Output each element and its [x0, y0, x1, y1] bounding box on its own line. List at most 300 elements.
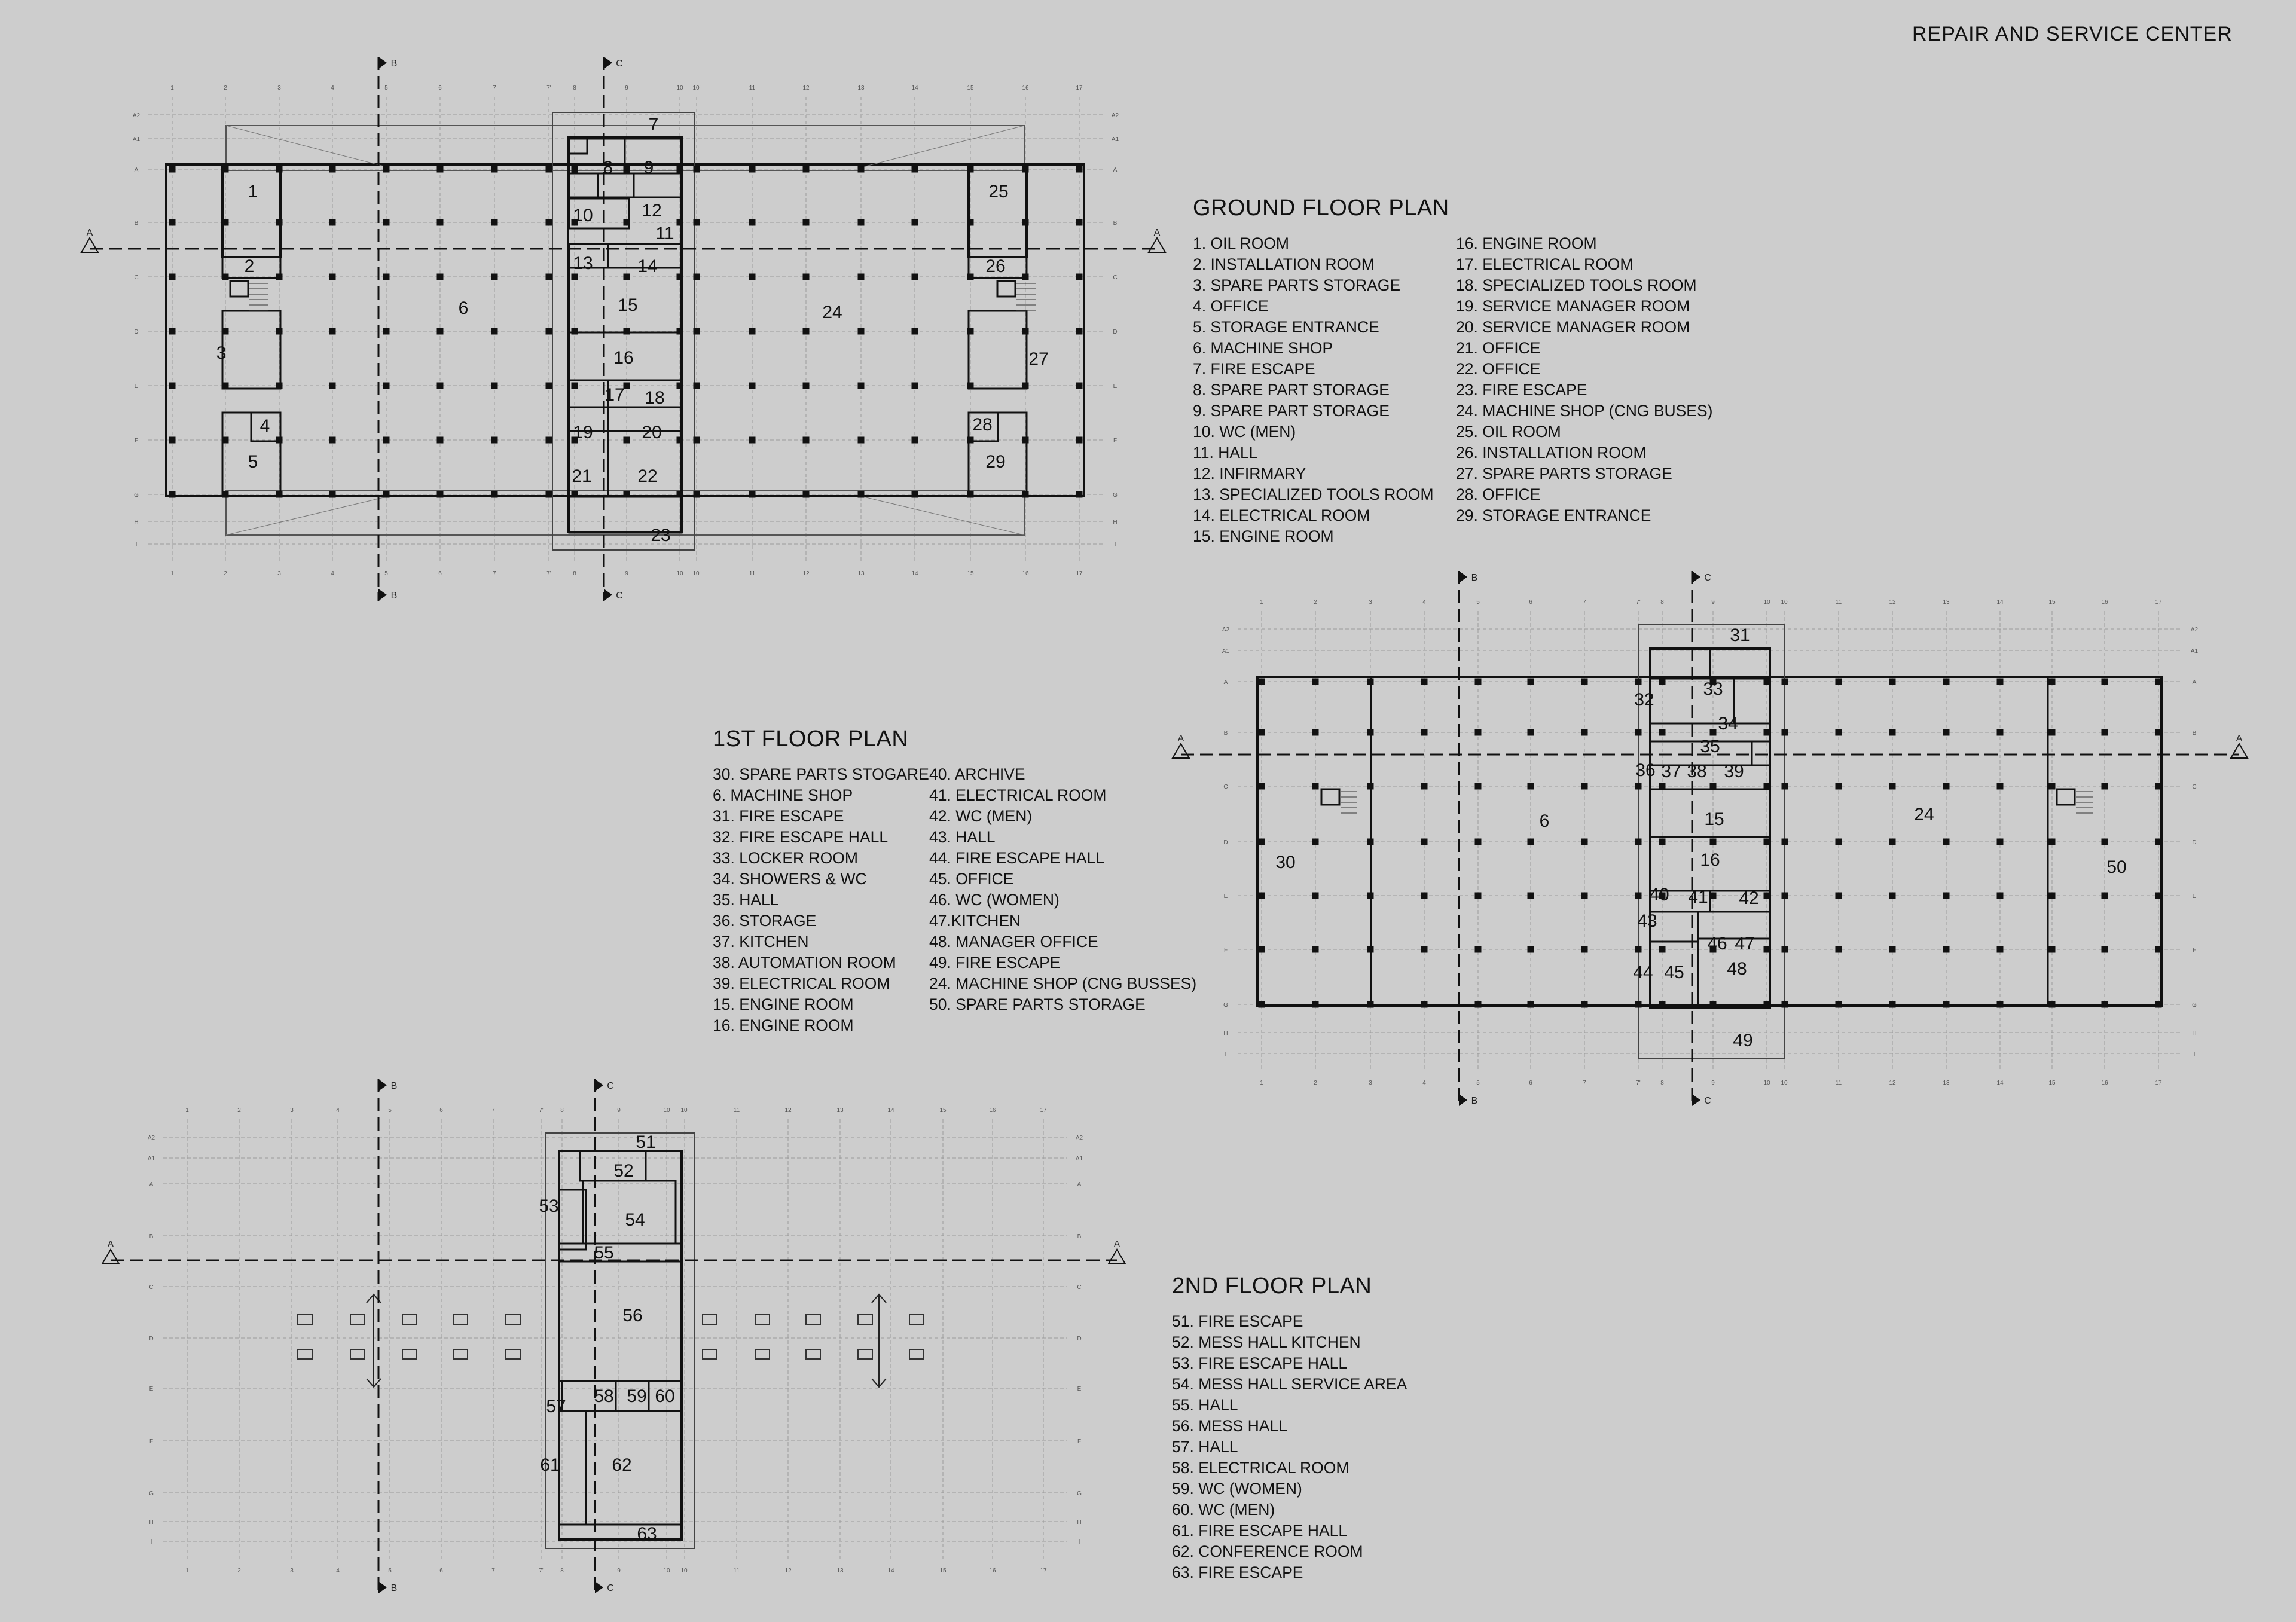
- room-number: 35: [1700, 737, 1720, 756]
- grid-col-label: 7: [491, 1107, 495, 1114]
- skylight: [506, 1349, 520, 1359]
- structural-column: [1022, 491, 1028, 497]
- grid-col-label: 2: [237, 1107, 241, 1114]
- legend-item: 15. ENGINE ROOM: [1193, 527, 1334, 545]
- grid-col-label: 14: [887, 1568, 894, 1574]
- structural-column: [491, 491, 497, 497]
- legend-item: 55. HALL: [1172, 1396, 1238, 1414]
- stair-icon: [230, 281, 248, 297]
- structural-column: [2049, 729, 2055, 735]
- grid-col-label: 13: [857, 85, 865, 91]
- structural-column: [1710, 783, 1716, 789]
- structural-column: [572, 491, 578, 497]
- room-3-wall: [222, 311, 280, 389]
- grid-col-label: 10': [1781, 599, 1789, 606]
- grid-col-label: 10: [676, 570, 683, 577]
- structural-column: [1528, 893, 1534, 899]
- legend-item: 5. STORAGE ENTRANCE: [1193, 318, 1379, 336]
- grid-col-label: 2: [224, 570, 227, 577]
- legend-item: 30. SPARE PARTS STOGARE: [713, 765, 929, 783]
- section-marker-a: [1173, 744, 1189, 758]
- structural-column: [694, 328, 700, 334]
- structural-column: [912, 383, 918, 389]
- structural-column: [1997, 783, 2003, 789]
- structural-column: [1997, 946, 2003, 952]
- grid-row-label: G: [2192, 1002, 2197, 1009]
- structural-column: [1421, 729, 1427, 735]
- core-room-wall: [559, 1190, 586, 1250]
- room-number: 9: [643, 158, 654, 178]
- skylight: [858, 1349, 872, 1359]
- structural-column: [1710, 893, 1716, 899]
- structural-column: [1367, 839, 1373, 845]
- grid-col-label: 7: [493, 85, 496, 91]
- grid-row-label: A1: [1111, 136, 1119, 143]
- room-number: 26: [985, 256, 1006, 276]
- legend-item: 62. CONFERENCE ROOM: [1172, 1542, 1363, 1560]
- legend-item: 19. SERVICE MANAGER ROOM: [1456, 297, 1690, 315]
- structural-column: [967, 437, 973, 443]
- structural-column: [572, 383, 578, 389]
- structural-column: [1635, 839, 1641, 845]
- room-number: 22: [637, 466, 658, 486]
- structural-column: [276, 274, 282, 280]
- structural-column: [1659, 783, 1665, 789]
- grid-row-label: A1: [1222, 648, 1230, 655]
- legend-item: 58. ELECTRICAL ROOM: [1172, 1459, 1349, 1477]
- structural-column: [803, 383, 809, 389]
- grid-col-label: 10: [663, 1107, 670, 1114]
- structural-column: [169, 437, 175, 443]
- room-number: 23: [651, 526, 671, 545]
- structural-column: [383, 328, 389, 334]
- legend-item: 16. ENGINE ROOM: [713, 1016, 854, 1034]
- legend-item: 45. OFFICE: [929, 870, 1014, 888]
- legend-item: 9. SPARE PART STORAGE: [1193, 402, 1390, 420]
- grid-row-label: G: [1077, 1490, 1082, 1497]
- structural-column: [1836, 839, 1842, 845]
- grid-row-label: I: [135, 542, 138, 548]
- room-number: 27: [1028, 349, 1049, 369]
- grid-row-label: F: [134, 438, 139, 444]
- legend-item: 20. SERVICE MANAGER ROOM: [1456, 318, 1690, 336]
- structural-column: [1475, 1001, 1481, 1007]
- structural-column: [1635, 783, 1641, 789]
- legend-item: 63. FIRE ESCAPE: [1172, 1563, 1303, 1581]
- grid-col-label: 16: [2101, 1080, 2108, 1086]
- grid-row-label: E: [134, 383, 139, 390]
- grid-col-label: 8: [1660, 1080, 1664, 1086]
- room-27-wall: [969, 311, 1027, 389]
- structural-column: [2102, 679, 2108, 685]
- grid-col-label: 14: [911, 85, 918, 91]
- legend-item: 25. OIL ROOM: [1456, 423, 1561, 441]
- grid-row-label: A2: [1075, 1135, 1083, 1141]
- grid-row-label: G: [1113, 492, 1118, 499]
- section-label: C: [607, 1583, 614, 1593]
- legend-item: 2. INSTALLATION ROOM: [1193, 255, 1375, 273]
- structural-column: [2102, 1001, 2108, 1007]
- room-number: 37: [1661, 762, 1681, 781]
- structural-column: [1635, 893, 1641, 899]
- structural-column: [624, 219, 630, 225]
- structural-column: [1764, 783, 1770, 789]
- section-marker: [595, 1079, 603, 1091]
- room-number: 62: [612, 1455, 632, 1475]
- structural-column: [1259, 946, 1265, 952]
- section-marker: [604, 57, 612, 69]
- skylight: [755, 1349, 770, 1359]
- structural-column: [1659, 729, 1665, 735]
- grid-col-label: 3: [290, 1568, 294, 1574]
- legend-item: 39. ELECTRICAL ROOM: [713, 975, 890, 992]
- grid-col-label: 10': [680, 1107, 689, 1114]
- ground-floor-legend-col1: [1193, 233, 1434, 547]
- structural-column: [491, 328, 497, 334]
- structural-column: [858, 274, 864, 280]
- grid-col-label: 12: [802, 85, 810, 91]
- grid-col-label: 3: [277, 85, 281, 91]
- canopy-line: [226, 496, 389, 535]
- grid-col-label: 13: [836, 1107, 844, 1114]
- grid-row-label: A1: [132, 136, 141, 143]
- structural-column: [967, 219, 973, 225]
- structural-column: [967, 274, 973, 280]
- grid-row-label: I: [1225, 1051, 1227, 1058]
- core-room-wall: [559, 1411, 586, 1525]
- structural-column: [2155, 783, 2161, 789]
- legend-item: 24. MACHINE SHOP (CNG BUSES): [1456, 402, 1713, 420]
- legend-item: 15. ENGINE ROOM: [713, 995, 854, 1013]
- grid-col-label: 7: [1583, 1080, 1586, 1086]
- grid-row-label: B: [2192, 730, 2197, 737]
- legend-item: 40. ARCHIVE: [929, 765, 1025, 783]
- structural-column: [694, 219, 700, 225]
- grid-col-label: 11: [749, 570, 756, 577]
- grid-col-label: 5: [388, 1107, 392, 1114]
- structural-column: [1581, 893, 1587, 899]
- section-marker: [1459, 1094, 1467, 1106]
- structural-column: [276, 328, 282, 334]
- structural-column: [803, 328, 809, 334]
- structural-column: [1581, 946, 1587, 952]
- structural-column: [1367, 729, 1373, 735]
- grid-col-label: 2: [237, 1568, 241, 1574]
- structural-column: [624, 437, 630, 443]
- structural-column: [749, 491, 755, 497]
- room-number: 51: [636, 1132, 656, 1152]
- structural-column: [1782, 729, 1788, 735]
- structural-column: [2049, 1001, 2055, 1007]
- legend-item: 31. FIRE ESCAPE: [713, 807, 844, 825]
- room-number: 7: [648, 115, 659, 135]
- legend-item: 4. OFFICE: [1193, 297, 1269, 315]
- skylight: [298, 1349, 312, 1359]
- structural-column: [803, 437, 809, 443]
- structural-column: [803, 491, 809, 497]
- structural-column: [1581, 679, 1587, 685]
- room-number: 59: [627, 1386, 647, 1406]
- structural-column: [1259, 893, 1265, 899]
- grid-row-label: C: [1223, 784, 1228, 790]
- section-marker: [595, 1581, 603, 1593]
- grid-col-label: 16: [1022, 85, 1029, 91]
- structural-column: [1782, 679, 1788, 685]
- structural-column: [2049, 679, 2055, 685]
- grid-row-label: H: [1077, 1519, 1082, 1526]
- grid-col-label: 4: [1422, 1080, 1426, 1086]
- structural-column: [1635, 946, 1641, 952]
- structural-column: [1475, 893, 1481, 899]
- section-marker-a: [1109, 1250, 1125, 1264]
- structural-column: [694, 274, 700, 280]
- skylight: [806, 1315, 820, 1324]
- structural-column: [1943, 729, 1949, 735]
- structural-column: [967, 328, 973, 334]
- grid-col-label: 8: [560, 1107, 564, 1114]
- structural-column: [677, 328, 683, 334]
- room-number: 10: [573, 206, 593, 225]
- grid-row-label: C: [1077, 1284, 1082, 1291]
- legend-item: 51. FIRE ESCAPE: [1172, 1312, 1303, 1330]
- grid-col-label: 17: [1040, 1568, 1047, 1574]
- legend-item: 16. ENGINE ROOM: [1456, 234, 1597, 252]
- section-label: C: [616, 591, 623, 601]
- legend-item: 24. MACHINE SHOP (CNG BUSSES): [929, 975, 1197, 992]
- structural-column: [491, 274, 497, 280]
- structural-column: [967, 491, 973, 497]
- grid-col-label: 12: [802, 570, 810, 577]
- structural-column: [1782, 946, 1788, 952]
- grid-col-label: 5: [384, 570, 388, 577]
- structural-column: [2102, 946, 2108, 952]
- structural-column: [329, 437, 335, 443]
- room-number: 14: [637, 256, 658, 276]
- legend-item: 3. SPARE PARTS STORAGE: [1193, 276, 1401, 294]
- grid-col-label: 3: [1369, 599, 1372, 606]
- room-number: 15: [1704, 810, 1724, 829]
- legend-item: 43. HALL: [929, 828, 996, 846]
- grid-col-label: 7': [1636, 599, 1641, 606]
- first-floor-legend-col2: [929, 764, 1196, 1015]
- structural-column: [2049, 946, 2055, 952]
- room-number: 13: [573, 253, 593, 273]
- structural-column: [1076, 328, 1082, 334]
- structural-column: [1943, 679, 1949, 685]
- structural-column: [1764, 1001, 1770, 1007]
- grid-row-label: B: [1077, 1233, 1082, 1240]
- grid-col-label: 14: [887, 1107, 894, 1114]
- structural-column: [329, 328, 335, 334]
- structural-column: [1943, 1001, 1949, 1007]
- structural-column: [624, 328, 630, 334]
- structural-column: [677, 166, 683, 172]
- grid-col-label: 3: [1369, 1080, 1372, 1086]
- grid-row-label: A1: [147, 1156, 155, 1162]
- room-number: 16: [1700, 850, 1720, 870]
- grid-col-label: 7: [1583, 599, 1586, 606]
- room-number: 24: [1914, 805, 1934, 824]
- structural-column: [858, 437, 864, 443]
- grid-row-label: D: [1113, 329, 1118, 335]
- grid-row-label: E: [1113, 383, 1118, 390]
- grid-row-label: D: [149, 1336, 154, 1342]
- core-room-wall: [1650, 649, 1710, 679]
- skylight: [506, 1315, 520, 1324]
- section-label: B: [390, 591, 398, 601]
- structural-column: [2102, 729, 2108, 735]
- legend-item: 17. ELECTRICAL ROOM: [1456, 255, 1634, 273]
- grid-col-label: 7': [546, 85, 551, 91]
- structural-column: [1659, 1001, 1665, 1007]
- structural-column: [2049, 893, 2055, 899]
- core-room-wall: [634, 173, 682, 197]
- grid-col-label: 5: [1476, 599, 1480, 606]
- skylight: [350, 1349, 365, 1359]
- structural-column: [858, 166, 864, 172]
- structural-column: [1312, 1001, 1318, 1007]
- grid-row-label: I: [1114, 542, 1116, 548]
- grid-row-label: E: [1077, 1386, 1082, 1392]
- skylight: [350, 1315, 365, 1324]
- structural-column: [276, 383, 282, 389]
- structural-column: [858, 491, 864, 497]
- room-number: 44: [1633, 963, 1653, 982]
- skylight: [453, 1349, 468, 1359]
- grid-col-label: 6: [439, 1568, 443, 1574]
- room-number: 17: [604, 385, 625, 405]
- room-number: 6: [1539, 811, 1550, 831]
- structural-column: [276, 219, 282, 225]
- structural-column: [1367, 1001, 1373, 1007]
- legend-item: 57. HALL: [1172, 1438, 1238, 1456]
- grid-col-label: 2: [1314, 1080, 1317, 1086]
- structural-column: [1259, 1001, 1265, 1007]
- grid-row-label: A: [1223, 679, 1228, 686]
- structural-column: [694, 491, 700, 497]
- structural-column: [677, 219, 683, 225]
- structural-column: [694, 437, 700, 443]
- structural-column: [1367, 783, 1373, 789]
- structural-column: [169, 491, 175, 497]
- grid-col-label: 7': [539, 1568, 544, 1574]
- structural-column: [1635, 729, 1641, 735]
- legend-item: 11. HALL: [1193, 444, 1258, 462]
- structural-column: [1022, 437, 1028, 443]
- section-marker-a: [1149, 238, 1165, 252]
- grid-col-label: 7': [1636, 1080, 1641, 1086]
- structural-column: [383, 491, 389, 497]
- grid-col-label: 10': [1781, 1080, 1789, 1086]
- legend-item: 21. OFFICE: [1456, 339, 1541, 357]
- stair-icon: [2057, 789, 2075, 805]
- building-outline: [1257, 677, 2161, 1006]
- skylight: [703, 1349, 717, 1359]
- legend-item: 8. SPARE PART STORAGE: [1193, 381, 1390, 399]
- room-number: 42: [1739, 888, 1759, 908]
- room-number: 36: [1635, 760, 1656, 780]
- structural-column: [858, 383, 864, 389]
- structural-column: [1581, 1001, 1587, 1007]
- structural-column: [749, 383, 755, 389]
- structural-column: [1421, 893, 1427, 899]
- structural-column: [967, 166, 973, 172]
- structural-column: [1889, 946, 1895, 952]
- structural-column: [572, 274, 578, 280]
- structural-column: [572, 328, 578, 334]
- structural-column: [624, 274, 630, 280]
- structural-column: [1581, 783, 1587, 789]
- skylight: [453, 1315, 468, 1324]
- structural-column: [858, 219, 864, 225]
- legend-item: 28. OFFICE: [1456, 485, 1541, 503]
- structural-column: [749, 437, 755, 443]
- structural-column: [383, 437, 389, 443]
- grid-col-label: 10': [692, 85, 701, 91]
- section-marker: [1459, 571, 1467, 583]
- room-number: 31: [1730, 625, 1750, 645]
- structural-column: [1710, 1001, 1716, 1007]
- structural-column: [437, 274, 443, 280]
- skylight: [858, 1315, 872, 1324]
- structural-column: [1635, 679, 1641, 685]
- legend-item: 37. KITCHEN: [713, 933, 809, 951]
- structural-column: [1782, 839, 1788, 845]
- structural-column: [1367, 679, 1373, 685]
- structural-column: [749, 219, 755, 225]
- grid-row-label: A2: [1222, 627, 1230, 633]
- grid-row-label: C: [2192, 784, 2197, 790]
- structural-column: [546, 437, 552, 443]
- grid-col-label: 12: [1889, 599, 1896, 606]
- structural-column: [1528, 1001, 1534, 1007]
- grid-row-label: F: [1077, 1438, 1082, 1445]
- structural-column: [912, 166, 918, 172]
- structural-column: [1889, 783, 1895, 789]
- room-number: 11: [655, 224, 674, 243]
- structural-column: [677, 437, 683, 443]
- grid-col-label: 4: [331, 570, 334, 577]
- legend-item: 48. MANAGER OFFICE: [929, 933, 1098, 951]
- structural-column: [1764, 679, 1770, 685]
- canopy-line: [226, 126, 389, 167]
- grid-col-label: 7: [491, 1568, 495, 1574]
- structural-column: [491, 219, 497, 225]
- skylight: [703, 1315, 717, 1324]
- section-label: B: [390, 1583, 398, 1593]
- ground-floor-plan: [81, 57, 1165, 601]
- structural-column: [1889, 679, 1895, 685]
- grid-row-label: H: [2192, 1030, 2197, 1037]
- legend-item: 44. FIRE ESCAPE HALL: [929, 849, 1105, 867]
- structural-column: [1889, 1001, 1895, 1007]
- first-floor-plan: [1173, 571, 2248, 1106]
- room-number: 55: [594, 1243, 614, 1263]
- structural-column: [1528, 679, 1534, 685]
- room-number: 54: [625, 1210, 645, 1230]
- grid-col-label: 13: [1943, 1080, 1950, 1086]
- legend-item: 49. FIRE ESCAPE: [929, 954, 1061, 972]
- grid-row-label: A2: [1111, 112, 1119, 119]
- legend-item: 54. MESS HALL SERVICE AREA: [1172, 1375, 1407, 1393]
- first-floor-legend: [713, 726, 1197, 1036]
- structural-column: [1889, 839, 1895, 845]
- grid-col-label: 16: [989, 1568, 996, 1574]
- structural-column: [1367, 946, 1373, 952]
- structural-column: [1528, 946, 1534, 952]
- room-number: 29: [985, 452, 1006, 472]
- grid-col-label: 4: [336, 1107, 340, 1114]
